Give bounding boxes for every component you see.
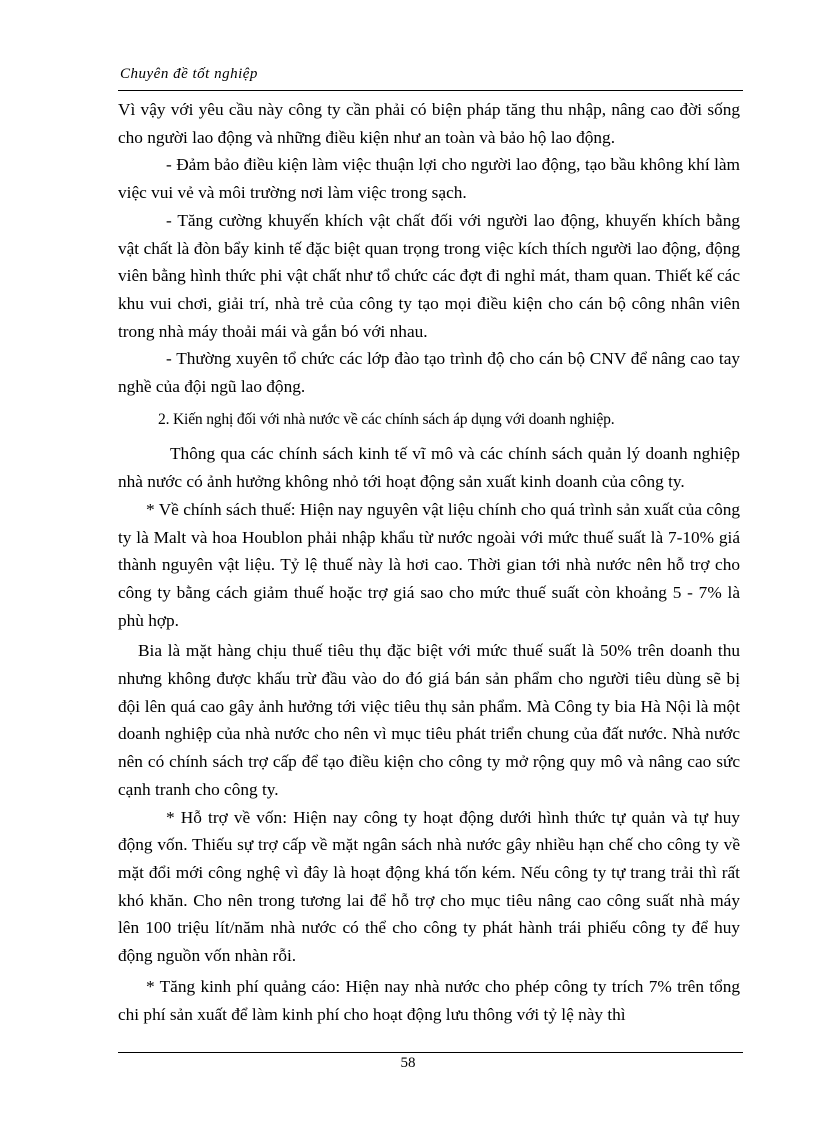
paragraph-3: - Tăng cường khuyến khích vật chất đối với người lao động, khuyến khích bằng vật chất là đòn bẩy kinh tế đặc biệt quan trọng trong việc kích thích người lao động, động viên bằng hình thức phi vật chất như tổ chức các đợt đi nghỉ mát, tham quan. Thiết kế các khu vui chơi, giải trí, nhà trẻ của công ty tạo mọi điều kiện cho cán bộ công nhân viên trong nhà máy thoải mái và gắn bó với nhau. xyxy=(118,210,740,341)
header-divider xyxy=(118,90,743,91)
paragraph-5: Thông qua các chính sách kinh tế vĩ mô và các chính sách quản lý doanh nghiệp nhà nước có ảnh hưởng không nhỏ tới hoạt động sản xuất kinh doanh của công ty. xyxy=(118,444,740,492)
page-header: Chuyên đề tốt nghiệp xyxy=(120,66,258,82)
paragraph-7: Bia là mặt hàng chịu thuế tiêu thụ đặc biệt với mức thuế suất là 50% trên doanh thu nhưng không được khấu trừ đầu vào do đó giá bán sản phẩm cho người tiêu dùng sẽ bị đội lên quá cao gây ảnh hưởng tới việc tiêu thụ sản phẩm. Mà Công ty bia Hà Nội là một doanh nghiệp của nhà nước cho nên vì mục tiêu phát triển chung của đất nước. Nhà nước nên có chính sách trợ cấp để tạo điều kiện cho công ty mở rộng quy mô và nâng cao sức cạnh tranh cho công ty. xyxy=(118,641,740,799)
section-heading: 2. Kiến nghị đối với nhà nước về các chính sách áp dụng với doanh nghiệp. xyxy=(158,410,615,428)
paragraph-8: * Hỗ trợ về vốn: Hiện nay công ty hoạt động dưới hình thức tự quản và tự huy động vốn. Thiếu sự trợ cấp về mặt ngân sách nhà nước gây nhiều hạn chế cho công ty về mặt đổi mới công nghệ vì đây là hoạt động khá tốn kém. Nếu công ty tự trang trải thì rất khó khăn. Cho nên trong tương lai để hỗ trợ cho mục tiêu nâng cao công suất nhà máy lên 100 triệu lít/năm nhà nước có thể cho công ty phát hành trái phiếu công ty để huy động nguồn vốn nhàn rỗi. xyxy=(118,807,740,966)
page-number: 58 xyxy=(400,1055,416,1071)
paragraph-6: * Về chính sách thuế: Hiện nay nguyên vật liệu chính cho quá trình sản xuất của công ty là Malt và hoa Houblon phải nhập khẩu từ nước ngoài với mức thuế suất là 7-10% giá thành nguyên vật liệu. Tỷ lệ thuế này là hơi cao. Thời gian tới nhà nước nên hỗ trợ cho công ty bằng cách giảm thuế hoặc trợ giá sao cho mức thuế suất còn khoảng 5 - 7% là phù hợp. xyxy=(118,499,740,630)
paragraph-9: * Tăng kinh phí quảng cáo: Hiện nay nhà nước cho phép công ty trích 7% trên tổng chi phí sản xuất để làm kinh phí cho hoạt động lưu thông với tỷ lệ này thì xyxy=(118,976,740,1024)
footer-divider xyxy=(118,1052,743,1053)
paragraph-2: - Đảm bảo điều kiện làm việc thuận lợi cho người lao động, tạo bầu không khí làm việc vui vẻ và môi trường nơi làm việc trong sạch. xyxy=(118,155,740,203)
document-body xyxy=(118,96,740,1028)
paragraph-1: Vì vậy với yêu cầu này công ty cần phải có biện pháp tăng thu nhập, nâng cao đời sống cho người lao động và những điều kiện như an toàn và bảo hộ lao động. xyxy=(118,100,740,147)
paragraph-4: - Thường xuyên tổ chức các lớp đào tạo trình độ cho cán bộ CNV để nâng cao tay nghề của đội ngũ lao động. xyxy=(118,349,740,397)
